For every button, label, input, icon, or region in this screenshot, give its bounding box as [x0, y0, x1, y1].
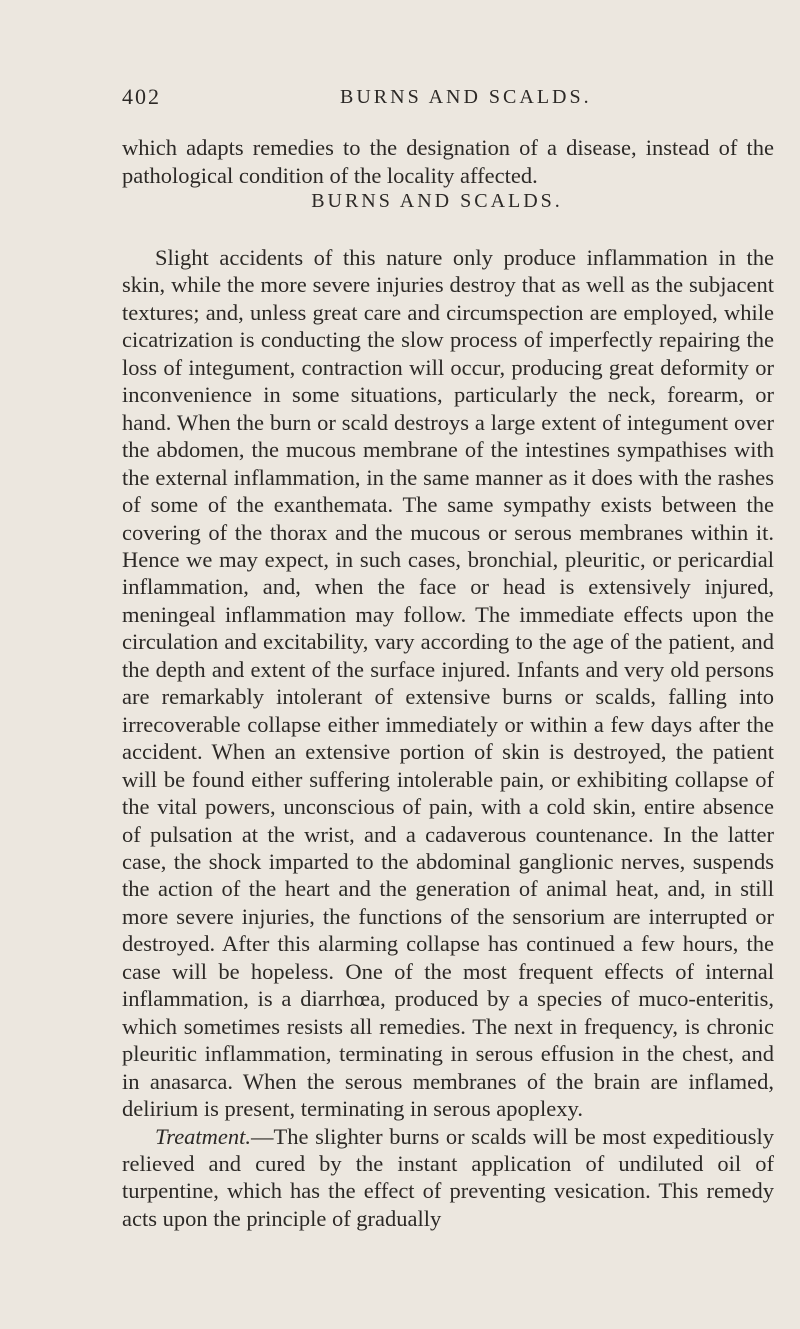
section-heading	[0, 190, 800, 213]
running-title: BURNS AND SCALDS.	[340, 86, 592, 108]
intro-paragraph: which adapts remedies to the designation of a disease, instead of the pathological condition of the locality affected.	[122, 135, 774, 188]
running-head	[122, 84, 774, 116]
treatment-text: —The slighter burns or scalds will be most expeditiously relieved and cured by the instant application of undiluted oil of turpentine, which has the effect of preventing vesication. This remedy acts upon the principle of gradually	[122, 1123, 774, 1231]
body-text	[122, 244, 774, 1232]
body-paragraph: Slight accidents of this nature only produce inflammation in the skin, while the more severe injuries destroy that as well as the subjacent textures; and, unless great care and circumspection are employed, while cicatrization is conducting the slow process of imperfectly repairing the loss of integument, contraction will occur, producing great deformity or inconvenience in some situations, particularly the neck, forearm, or hand. When the burn or scald destroys a large extent of integument over the abdomen, the mucous membrane of the intestines sympathises with the external inflammation, in the same manner as it does with the rashes of some of the exanthemata. The same sympathy exists between the covering of the thorax and the mucous or serous membranes within it. Hence we may expect, in such cases, bronchial, pleuritic, or pericardial inflammation, and, when the face or head is extensively injured, meningeal inflammation may follow. The immediate effects upon the circulation and excitability, vary according to the age of the patient, and the depth and extent of the surface injured. Infants and very old persons are remarkably intolerant of extensive burns or scalds, falling into irrecoverable collapse either immediately or within a few days after the accident. When an extensive portion of skin is destroyed, the patient will be found either suffering intolerable pain, or exhibiting collapse of the vital powers, unconscious of pain, with a cold skin, entire absence of pulsation at the wrist, and a cadaverous countenance. In the latter case, the shock imparted to the abdominal ganglionic nerves, suspends the action of the heart and the generation of animal heat, and, in still more severe injuries, the functions of the sensorium are interrupted or destroyed. After this alarming collapse has continued a few hours, the case will be hopeless. One of the most frequent effects of internal inflammation, is a diarrhœa, produced by a species of muco-enteritis, which sometimes resists all remedies. The next in frequency, is chronic pleuritic inflammation, terminating in serous effusion in the chest, and in anasarca. When the serous membranes of the brain are inflamed, delirium is present, terminating in serous apoplexy.	[122, 245, 774, 1122]
section-heading-text: BURNS AND SCALDS.	[311, 190, 563, 212]
treatment-paragraph	[122, 1123, 774, 1233]
treatment-label: Treatment.	[155, 1123, 252, 1149]
page-number: 402	[122, 84, 161, 109]
